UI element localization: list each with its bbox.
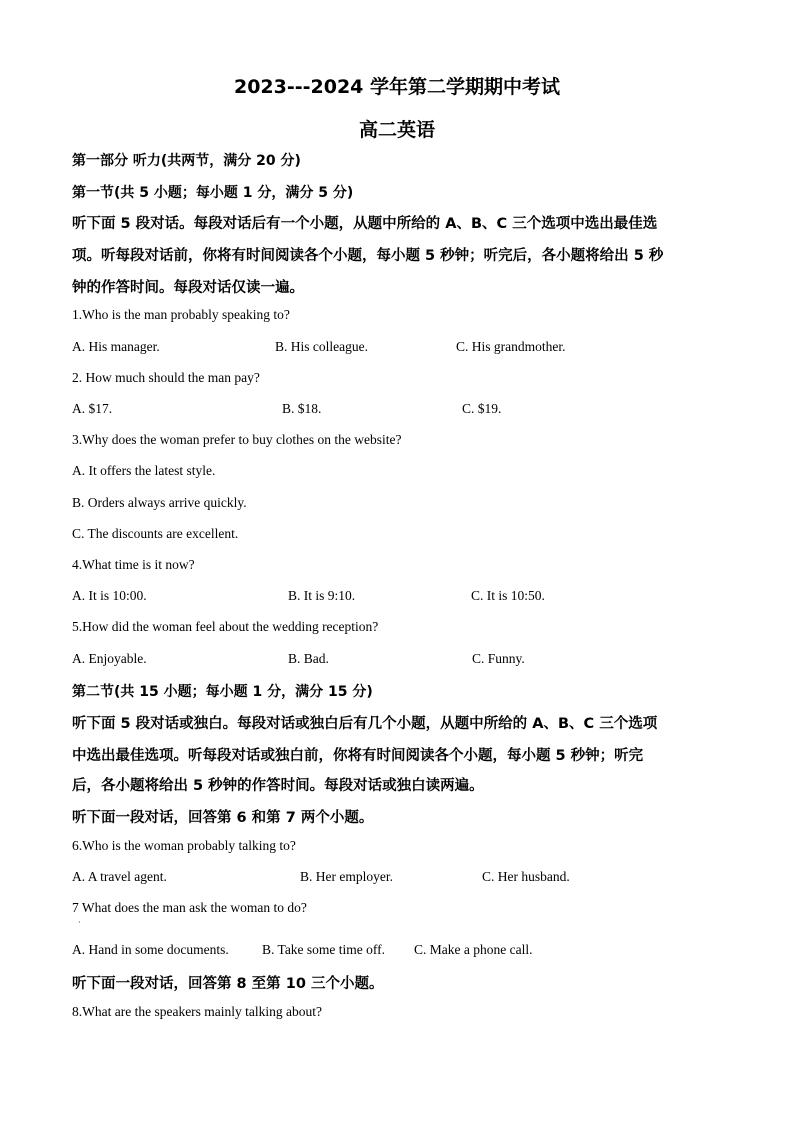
subject-title: 高二英语 <box>358 119 435 141</box>
section1-heading: 第一节(共 5 小题；每小题 1 分，满分 5 分) <box>72 185 354 201</box>
answer-option: B. His colleague. <box>275 339 368 354</box>
question-stem: 6.Who is the woman probably talking to? <box>72 838 296 853</box>
answer-option: C. Funny. <box>472 651 525 666</box>
part1-heading: 第一部分 听力(共两节，满分 20 分) <box>72 153 301 169</box>
answer-option: B. Orders always arrive quickly. <box>72 495 247 510</box>
question-stem: 2. How much should the man pay? <box>72 370 260 385</box>
answer-option: C. Make a phone call. <box>414 942 533 957</box>
question-stem: 1.Who is the man probably speaking to? <box>72 307 290 322</box>
section1-instruction-line: 听下面 5 段对话。每段对话后有一个小题，从题中所给的 A、B、C 三个选项中选出最佳选 <box>72 216 658 232</box>
question-stem: 5.How did the woman feel about the wedding reception? <box>72 619 379 634</box>
question-stem: 7 What does the man ask the woman to do? <box>72 900 307 915</box>
answer-option: A. Enjoyable. <box>72 651 147 666</box>
answer-option: A. It offers the latest style. <box>72 463 216 478</box>
section2-instruction-line: 后，各小题将给出 5 秒钟的作答时间。每段对话或独白读两遍。 <box>72 778 484 794</box>
question-stem: 4.What time is it now? <box>72 557 195 572</box>
stray-mark: · <box>78 918 81 927</box>
answer-option: B. Her employer. <box>300 869 393 884</box>
section2-instruction-line: 听下面 5 段对话或独白。每段对话或独白后有几个小题，从题中所给的 A、B、C 三个选项 <box>72 716 658 732</box>
answer-option: B. It is 9:10. <box>288 588 356 603</box>
section2-instruction-line: 中选出最佳选项。听每段对话或独白前，你将有时间阅读各个小题，每小题 5 秒钟；听完 <box>72 748 644 764</box>
answer-option: A. His manager. <box>72 339 160 354</box>
answer-option: C. $19. <box>462 401 502 416</box>
answer-option: A. It is 10:00. <box>72 588 147 603</box>
section2-heading: 第二节(共 15 小题；每小题 1 分，满分 15 分) <box>72 684 373 700</box>
section1-instruction-line: 项。听每段对话前，你将有时间阅读各个小题，每小题 5 秒钟；听完后，各小题将给出 5 秒 <box>72 248 664 264</box>
answer-option: B. Bad. <box>288 651 329 666</box>
answer-option: C. Her husband. <box>482 869 570 884</box>
exam-title: 2023---2024 学年第二学期期中考试 <box>233 76 561 98</box>
answer-option: C. It is 10:50. <box>471 588 545 603</box>
answer-option: C. The discounts are excellent. <box>72 526 239 541</box>
answer-option: A. A travel agent. <box>72 869 167 884</box>
answer-option: C. His grandmother. <box>456 339 566 354</box>
answer-option: A. $17. <box>72 401 113 416</box>
question-stem: 3.Why does the woman prefer to buy clothes on the website? <box>72 432 402 447</box>
answer-option: B. $18. <box>282 401 322 416</box>
answer-option: B. Take some time off. <box>262 942 386 957</box>
dialogue-instruction: 听下面一段对话，回答第 6 和第 7 两个小题。 <box>72 810 374 826</box>
dialogue-instruction: 听下面一段对话，回答第 8 至第 10 三个小题。 <box>72 976 384 992</box>
answer-option: A. Hand in some documents. <box>72 942 229 957</box>
section1-instruction-line: 钟的作答时间。每段对话仅读一遍。 <box>72 280 304 296</box>
question-stem: 8.What are the speakers mainly talking about? <box>72 1004 323 1019</box>
